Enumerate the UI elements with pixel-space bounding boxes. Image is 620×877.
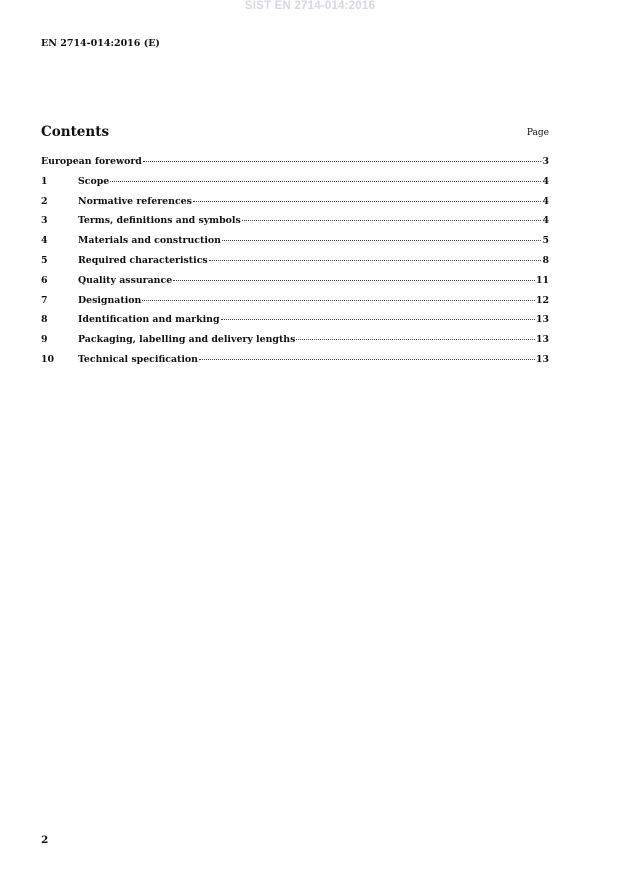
page-number: 2 <box>41 834 49 846</box>
toc-entry-8[interactable] <box>41 310 549 330</box>
toc-entry-page: 12 <box>535 294 549 306</box>
toc-entry-number: 4 <box>41 235 48 247</box>
toc-entry-page: 4 <box>542 215 549 227</box>
toc-entry-number: 10 <box>41 353 55 365</box>
toc-entry-number: 1 <box>41 175 48 187</box>
toc-entry-page: 8 <box>542 254 549 266</box>
toc-entry-page: 3 <box>542 156 549 167</box>
toc-entry-9[interactable] <box>41 330 549 350</box>
toc-entry-page: 5 <box>542 235 549 247</box>
toc-entry-title: Normative references <box>78 195 192 207</box>
toc-entry-7[interactable] <box>41 291 549 311</box>
toc-leader-dots <box>222 240 542 241</box>
toc-entry-title: European foreword <box>41 156 142 167</box>
toc-entry-1[interactable] <box>41 172 549 192</box>
toc-entry-number: 7 <box>41 294 48 306</box>
toc-entry-foreword[interactable] <box>41 152 549 172</box>
toc-leader-dots <box>193 201 542 202</box>
toc-entry-number: 2 <box>41 195 48 207</box>
toc-entry-10[interactable] <box>41 350 549 370</box>
document-id: EN 2714-014:2016 (E) <box>41 38 160 49</box>
toc-entry-title: Identification and marking <box>78 314 220 326</box>
toc-entry-page: 13 <box>535 334 549 346</box>
toc-entry-2[interactable] <box>41 192 549 212</box>
toc-leader-dots <box>209 260 542 261</box>
toc-leader-dots <box>142 300 535 301</box>
toc-leader-dots <box>110 181 541 182</box>
toc-entry-page: 13 <box>535 314 549 326</box>
toc-entry-number: 5 <box>41 254 48 266</box>
toc-entry-page: 4 <box>542 175 549 187</box>
toc-entry-title: Required characteristics <box>78 254 208 266</box>
toc-leader-dots <box>143 161 542 162</box>
contents-heading: Contents <box>41 124 110 140</box>
toc-entry-title: Scope <box>78 175 110 187</box>
toc-entry-title: Quality assurance <box>78 274 173 286</box>
page-column-label: Page <box>526 128 549 138</box>
toc-entry-page: 4 <box>542 195 549 207</box>
toc-entry-page: 13 <box>535 353 549 365</box>
toc-entry-number: 6 <box>41 274 48 286</box>
toc-entry-title: Materials and construction <box>78 235 221 247</box>
table-of-contents <box>41 152 549 370</box>
toc-entry-number: 3 <box>41 215 48 227</box>
toc-leader-dots <box>296 339 535 340</box>
toc-entry-title: Technical specification <box>78 353 199 365</box>
toc-entry-5[interactable] <box>41 251 549 271</box>
toc-entry-title: Designation <box>78 294 142 306</box>
toc-leader-dots <box>221 319 535 320</box>
toc-entry-4[interactable] <box>41 231 549 251</box>
toc-entry-title: Terms, definitions and symbols <box>78 215 241 227</box>
toc-entry-3[interactable] <box>41 211 549 231</box>
toc-leader-dots <box>199 359 535 360</box>
toc-leader-dots <box>242 220 542 221</box>
watermark: SIST EN 2714-014:2016 <box>244 0 376 12</box>
toc-entry-title: Packaging, labelling and delivery lengths <box>78 334 296 346</box>
toc-entry-6[interactable] <box>41 271 549 291</box>
toc-entry-number: 8 <box>41 314 48 326</box>
toc-leader-dots <box>173 280 535 281</box>
toc-entry-page: 11 <box>535 274 549 286</box>
toc-entry-number: 9 <box>41 334 48 346</box>
